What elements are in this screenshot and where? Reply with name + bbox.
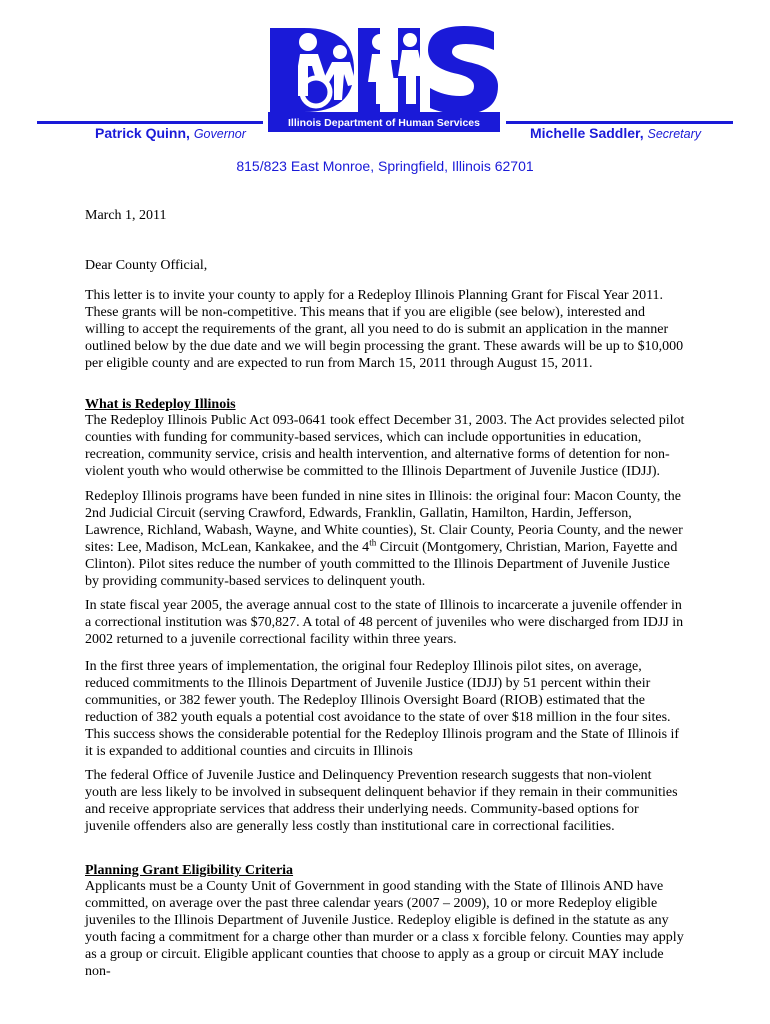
governor-title: Governor [193, 127, 246, 141]
paragraph-program-sites: Redeploy Illinois programs have been funded in nine sites in Illinois: the original four: Macon County, the 2nd Judicial Circuit (serving Crawford, Edwards, Franklin, Gallatin, Hamilton, Hardin, Jefferson, Lawrence, Richland, Wabash, Wayne, and White counties), St. Clair County, Peoria County, and the newer sites: Lee, Madison, McLean, Kankakee, and the 4th Circuit (Montgomery, Christian, Marion, Fayette and Clinton). Pilot sites reduce the number of youth committed to the Illinois Department of Juvenile Justice by providing community-based services to delinquent youth. [85, 489, 683, 589]
department-address: 815/823 East Monroe, Springfield, Illinois 62701 [236, 158, 534, 174]
letter-date: March 1, 2011 [85, 208, 167, 223]
secretary-line [530, 125, 701, 141]
paragraph-implementation-results: In the first three years of implementation, the original four Redeploy Illinois pilot sites, on average, reduced commitments to the Illinois Department of Juvenile Justice (IDJJ) by 51 percent within their communities, or 382 fewer youth. The Redeploy Illinois Oversight Board (RIOB) estimated that the reduction of 382 youth equals a potential cost avoidance to the state of over $18 million in the four sites. This success shows the considerable potential for the Redeploy Illinois program and the State of Illinois if it is expanded to additional counties and circuits in Illinois [85, 659, 680, 759]
secretary-name: Michelle Saddler, [530, 125, 644, 141]
paragraph-ojjdp-research: The federal Office of Juvenile Justice and Delinquency Prevention research suggests that non-violent youth are less likely to be involved in subsequent delinquent behavior if they remain in their communities and receive appropriate services that address their underlying needs. Community-based options for juvenile offenders also are generally less costly than institutional care in correctional facilities. [85, 768, 678, 834]
salutation: Dear County Official, [85, 258, 208, 273]
department-banner: Illinois Department of Human Services [288, 117, 480, 129]
governor-line [95, 125, 246, 141]
intro-paragraph: This letter is to invite your county to apply for a Redeploy Illinois Planning Grant for Fiscal Year 2011. These grants will be non-competitive. This means that if you are eligible (see below), interested and willing to accept the requirements of the grant, all you need to do is submit an application in the manner outlined below by the due date and we will begin processing the grant. These awards will be up to $10,000 per eligible county and are expected to run from March 15, 2011 through August 15, 2011. [85, 288, 684, 371]
paragraph-public-act: The Redeploy Illinois Public Act 093-0641 took effect December 31, 2003. The Act provides selected pilot counties with funding for community-based services, which can include opportunities in education, recreation, community service, crisis and health intervention, and alternative forms of detention for non-violent youth who would otherwise be committed to the Illinois Department of Juvenile Justice (IDJJ). [85, 413, 685, 479]
dhs-logo [268, 4, 500, 132]
letterhead-rule-right [506, 121, 733, 124]
paragraph-eligibility: Applicants must be a County Unit of Government in good standing with the State of Illinois AND have committed, on average over the past three calendar years (2007 – 2009), 10 or more Redeploy eligible juveniles to the Illinois Department of Juvenile Justice. Redeploy eligible is defined in the statute as any youth facing a commitment for a charge other than murder or a class x forcible felony. Counties may apply as a group or circuit. Eligible applicant counties that choose to apply as a group or circuit MAY include non- [85, 879, 684, 979]
section-heading-what-is: What is Redeploy Illinois [85, 397, 236, 412]
governor-name: Patrick Quinn, [95, 125, 190, 141]
paragraph-annual-cost: In state fiscal year 2005, the average annual cost to the state of Illinois to incarcerate a juvenile offender in a correctional institution was $70,827. A total of 48 percent of juveniles who were discharged from IDJJ in 2002 returned to a juvenile correctional facility within three years. [85, 598, 684, 647]
letterhead-rule-left [37, 121, 263, 124]
section-heading-eligibility: Planning Grant Eligibility Criteria [85, 863, 294, 878]
secretary-title: Secretary [647, 127, 701, 141]
